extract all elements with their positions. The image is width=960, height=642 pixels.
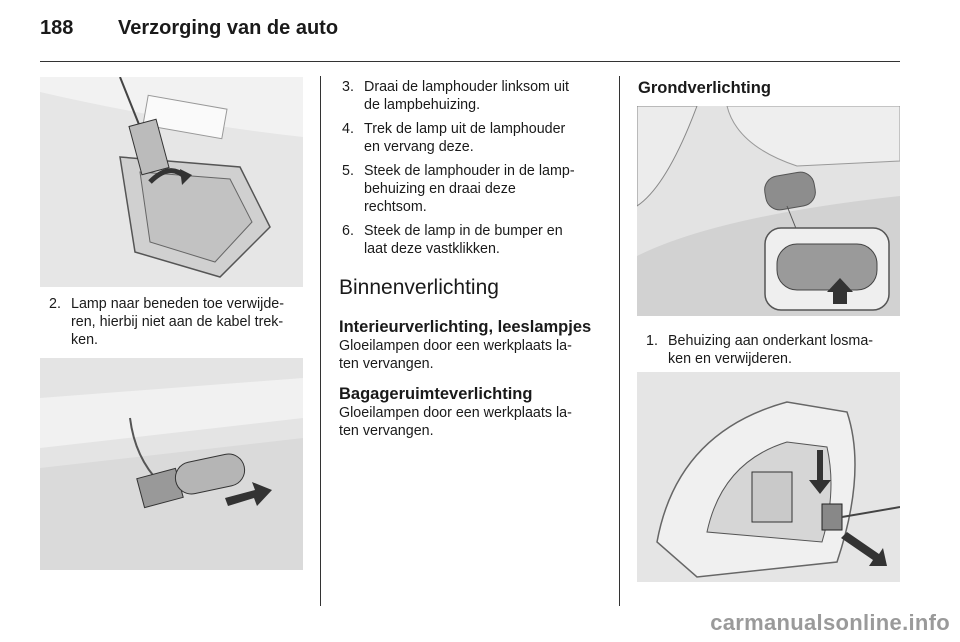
step-text-line: behuizing en draai deze (364, 181, 516, 197)
step-1 (646, 332, 906, 368)
subsection-title-interieur: Interieurverlichting, leeslampjes (339, 318, 592, 336)
step-4 (342, 120, 607, 156)
step-number: 6. (342, 223, 354, 239)
step-text-line: Trek de lamp uit de lamphouder (364, 121, 566, 137)
figure-lamp-removal (40, 77, 303, 287)
step-3 (342, 78, 607, 114)
text-line: Gloeilampen door een werkplaats la- (339, 405, 572, 421)
step-number: 1. (646, 333, 658, 349)
step-text-line: en vervang deze. (364, 139, 474, 155)
step-number: 2. (49, 296, 61, 312)
step-2 (49, 295, 314, 351)
step-text-line: Steek de lamp in de bumper en (364, 223, 563, 239)
step-text-line: ken en verwijderen. (668, 351, 792, 367)
step-number: 5. (342, 163, 354, 179)
section-title-binnenverlichting: Binnenverlichting (339, 276, 499, 299)
text-line: ten vervangen. (339, 356, 434, 372)
text-line: ten vervangen. (339, 423, 434, 439)
step-text-line: Behuizing aan onderkant losma- (668, 333, 874, 349)
text-line: Gloeilampen door een werkplaats la- (339, 338, 572, 354)
step-number: 4. (342, 121, 354, 137)
step-text-line: laat deze vastklikken. (364, 241, 500, 257)
step-6 (342, 222, 607, 258)
step-text-line: Steek de lamphouder in de lamp- (364, 163, 575, 179)
figure-ground-light-connector (637, 372, 900, 582)
paragraph-bagageruimte (339, 404, 609, 440)
step-text-line: Draai de lamphouder linksom uit (364, 79, 570, 95)
header-divider (40, 61, 900, 62)
subsection-title-bagageruimte: Bagageruimteverlichting (339, 385, 533, 403)
section-title-grondverlichting: Grondverlichting (638, 79, 771, 97)
step-text-line: de lampbehuizing. (364, 97, 481, 113)
column-divider-1 (320, 76, 321, 606)
step-text-line: Lamp naar beneden toe verwijde- (71, 296, 285, 312)
paragraph-interieur (339, 337, 609, 373)
page-number: 188 (40, 17, 74, 39)
page-title: Verzorging van de auto (118, 17, 339, 39)
column-divider-2 (619, 76, 620, 606)
step-text-line: ren, hierbij niet aan de kabel trek- (71, 314, 284, 330)
figure-ground-light-housing (637, 106, 900, 316)
figure-bulb-replacement (40, 358, 303, 570)
watermark: carmanualsonline.info (710, 610, 950, 635)
step-5 (342, 162, 607, 216)
step-text-line: rechtsom. (364, 199, 427, 215)
step-text-line: ken. (71, 332, 99, 348)
step-number: 3. (342, 79, 354, 95)
